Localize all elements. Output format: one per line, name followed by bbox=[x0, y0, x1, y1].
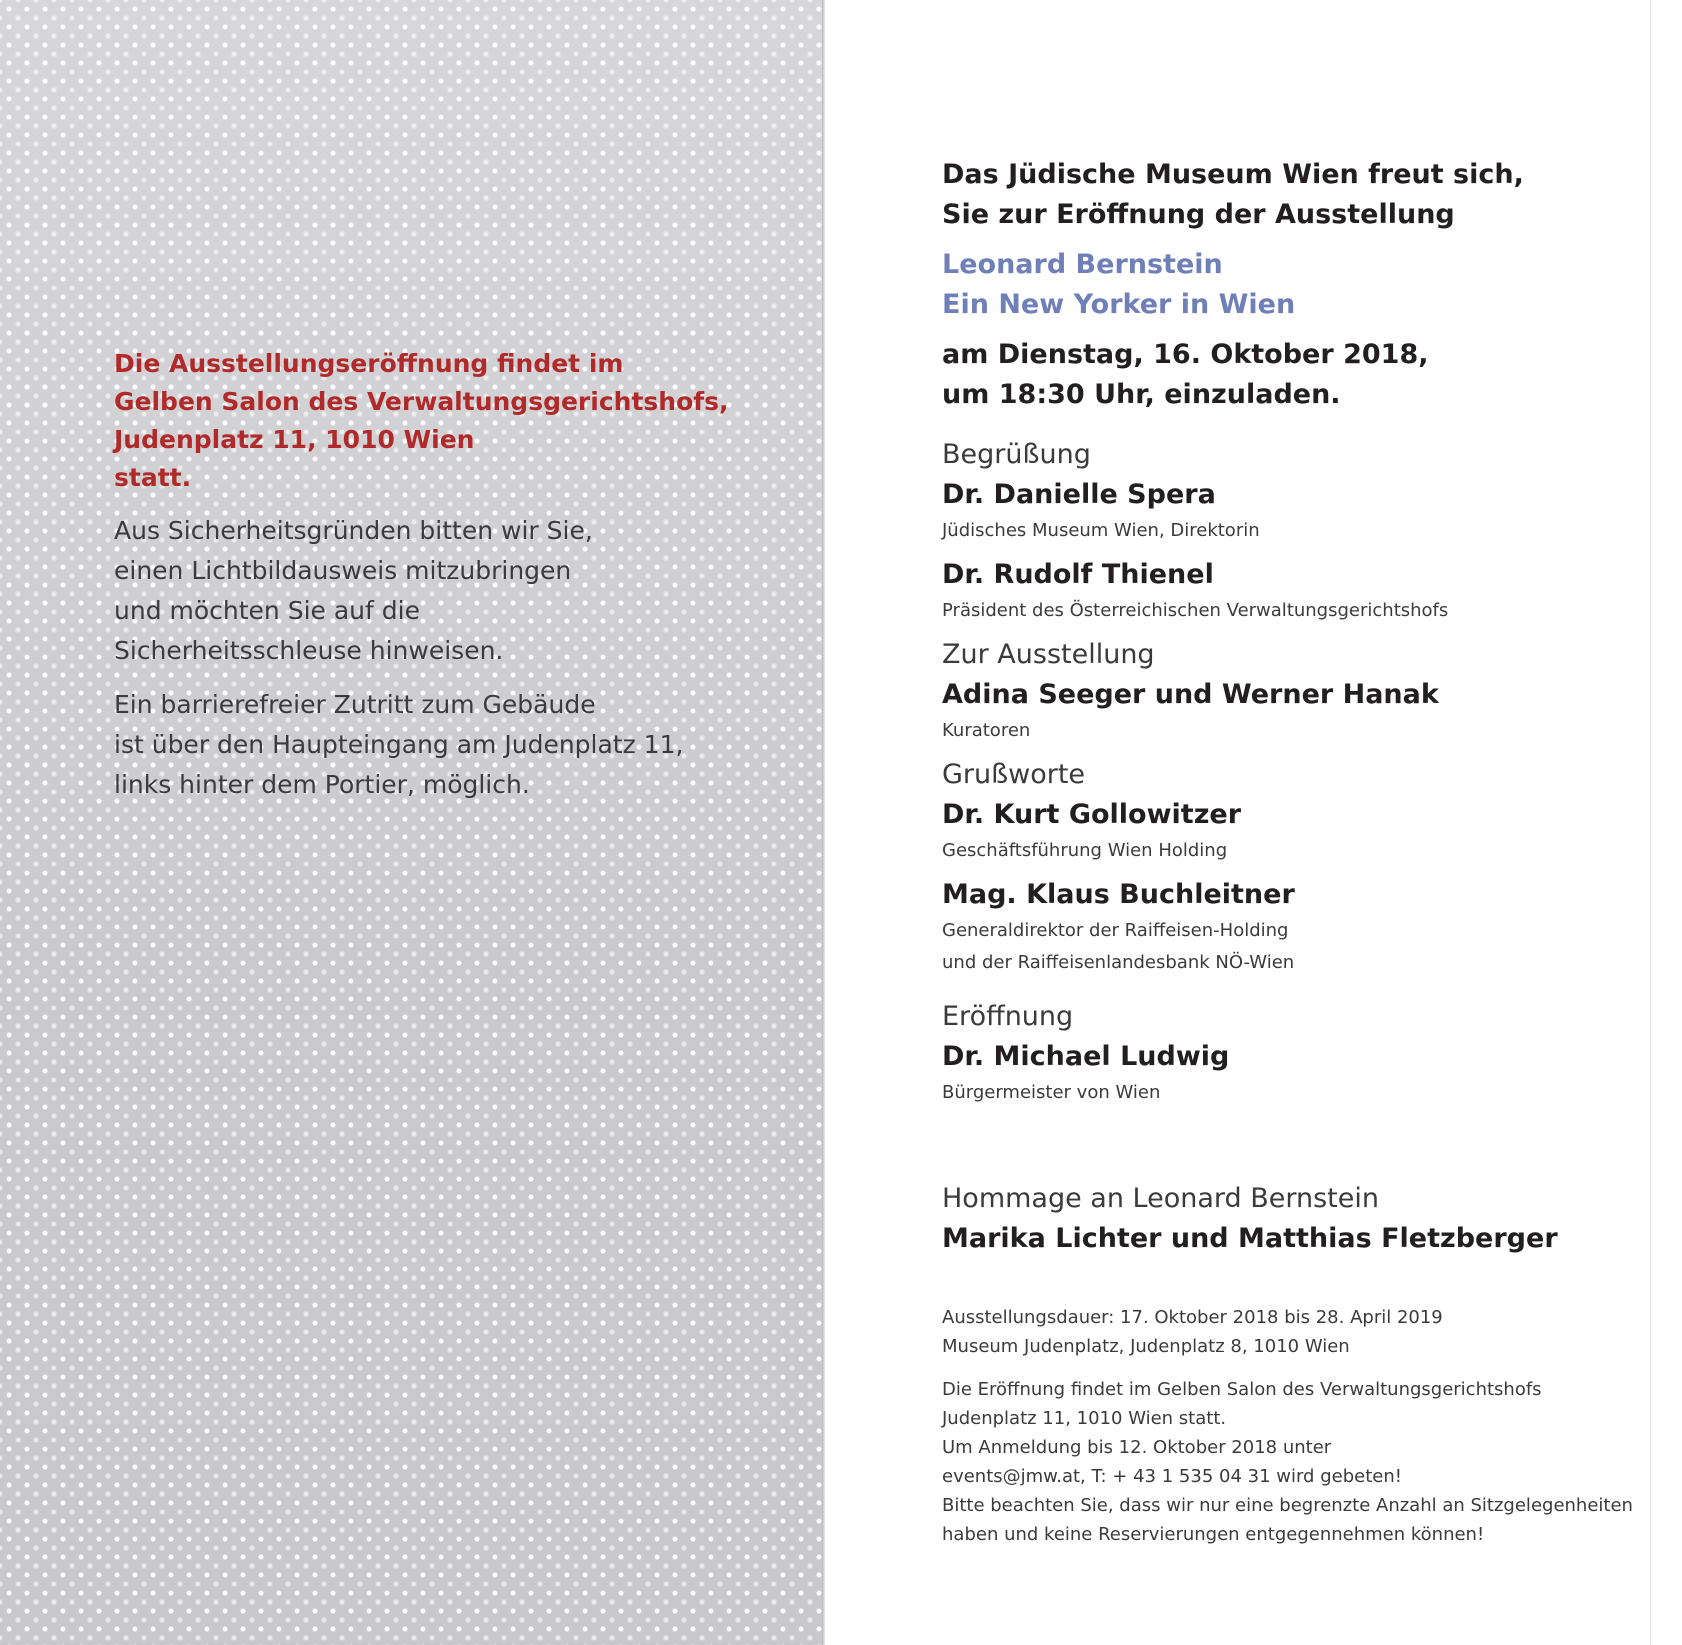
security-line: und möchten Sie auf die bbox=[114, 596, 420, 625]
role-line: Jüdisches Museum Wien, Direktorin bbox=[942, 520, 1260, 541]
access-line: Ein barrierefreier Zutritt zum Gebäude bbox=[114, 690, 596, 719]
access-line: ist über den Haupteingang am Judenplatz 11, bbox=[114, 730, 684, 759]
fold-line bbox=[822, 0, 825, 1645]
speaker-role bbox=[942, 835, 1632, 867]
invitation-intro bbox=[942, 155, 1632, 235]
program-section-title: Grußworte bbox=[942, 759, 1086, 790]
role-line: Präsident des Österreichischen Verwaltungsgerichtshofs bbox=[942, 600, 1449, 621]
program-section-title: Begrüßung bbox=[942, 439, 1091, 470]
speaker-name: Dr. Michael Ludwig bbox=[942, 1041, 1230, 1072]
access-notice bbox=[114, 685, 734, 805]
speaker-role bbox=[942, 595, 1632, 627]
rsvp-line: events@jmw.at, T: + 43 1 535 04 31 wird gebeten! bbox=[942, 1466, 1402, 1487]
speaker-name: Dr. Kurt Gollowitzer bbox=[942, 799, 1242, 830]
rsvp-line: Um Anmeldung bis 12. Oktober 2018 unter bbox=[942, 1437, 1332, 1458]
speaker-role bbox=[942, 515, 1632, 547]
security-notice bbox=[114, 511, 734, 671]
spacer bbox=[942, 1117, 1632, 1179]
left-panel-pattern bbox=[0, 0, 822, 1645]
rsvp-line: Judenplatz 11, 1010 Wien statt. bbox=[942, 1408, 1227, 1429]
datetime-line: am Dienstag, 16. Oktober 2018, bbox=[942, 339, 1429, 370]
role-line: Generaldirektor der Raiffeisen-Holding bbox=[942, 920, 1289, 941]
speaker-name: Mag. Klaus Buchleitner bbox=[942, 879, 1295, 910]
venue-line: Judenplatz 11, 1010 Wien bbox=[114, 425, 475, 454]
role-line: Bürgermeister von Wien bbox=[942, 1082, 1161, 1103]
speaker-name: Dr. Rudolf Thienel bbox=[942, 559, 1214, 590]
left-text-block bbox=[114, 345, 734, 819]
role-line: Kuratoren bbox=[942, 720, 1031, 741]
program-section-title: Eröffnung bbox=[942, 1001, 1074, 1032]
duration-line: Ausstellungsdauer: 17. Oktober 2018 bis 28. April 2019 bbox=[942, 1307, 1443, 1328]
speaker-role bbox=[942, 1077, 1632, 1109]
venue-line: Gelben Salon des Verwaltungsgerichtshofs, bbox=[114, 387, 729, 416]
duration-line: Museum Judenplatz, Judenplatz 8, 1010 Wien bbox=[942, 1336, 1350, 1357]
rsvp-line: Bitte beachten Sie, dass wir nur eine begrenzte Anzahl an Sitzgelegenheiten bbox=[942, 1495, 1633, 1516]
exhibition-line: Leonard Bernstein bbox=[942, 249, 1223, 280]
security-line: Sicherheitsschleuse hinweisen. bbox=[114, 636, 504, 665]
role-line: Geschäftsführung Wien Holding bbox=[942, 840, 1228, 861]
role-line: und der Raiffeisenlandesbank NÖ-Wien bbox=[942, 952, 1295, 973]
program-section-title: Zur Ausstellung bbox=[942, 639, 1155, 670]
security-line: Aus Sicherheitsgründen bitten wir Sie, bbox=[114, 516, 593, 545]
hommage-performers: Marika Lichter und Matthias Fletzberger bbox=[942, 1223, 1558, 1254]
speaker-name: Dr. Danielle Spera bbox=[942, 479, 1216, 510]
exhibition-duration bbox=[942, 1303, 1632, 1361]
access-line: links hinter dem Portier, möglich. bbox=[114, 770, 530, 799]
venue-notice bbox=[114, 345, 734, 497]
hommage-title: Hommage an Leonard Bernstein bbox=[942, 1183, 1379, 1214]
security-line: einen Lichtbildausweis mitzubringen bbox=[114, 556, 572, 585]
intro-line: Das Jüdische Museum Wien freut sich, bbox=[942, 159, 1524, 190]
right-text-block bbox=[942, 155, 1632, 1563]
right-edge bbox=[1650, 0, 1651, 1645]
datetime-line: um 18:30 Uhr, einzuladen. bbox=[942, 379, 1341, 410]
exhibition-title bbox=[942, 245, 1632, 325]
event-datetime bbox=[942, 335, 1632, 415]
intro-line: Sie zur Eröffnung der Ausstellung bbox=[942, 199, 1455, 230]
venue-line: statt. bbox=[114, 463, 192, 492]
rsvp-line: Die Eröffnung findet im Gelben Salon des Verwaltungsgerichtshofs bbox=[942, 1379, 1542, 1400]
venue-line: Die Ausstellungseröffnung findet im bbox=[114, 349, 624, 378]
speaker-role bbox=[942, 715, 1632, 747]
speaker-name: Adina Seeger und Werner Hanak bbox=[942, 679, 1439, 710]
rsvp-line: haben und keine Reservierungen entgegennehmen können! bbox=[942, 1524, 1485, 1545]
speaker-role bbox=[942, 915, 1632, 979]
exhibition-line: Ein New Yorker in Wien bbox=[942, 289, 1296, 320]
rsvp-info bbox=[942, 1375, 1632, 1549]
